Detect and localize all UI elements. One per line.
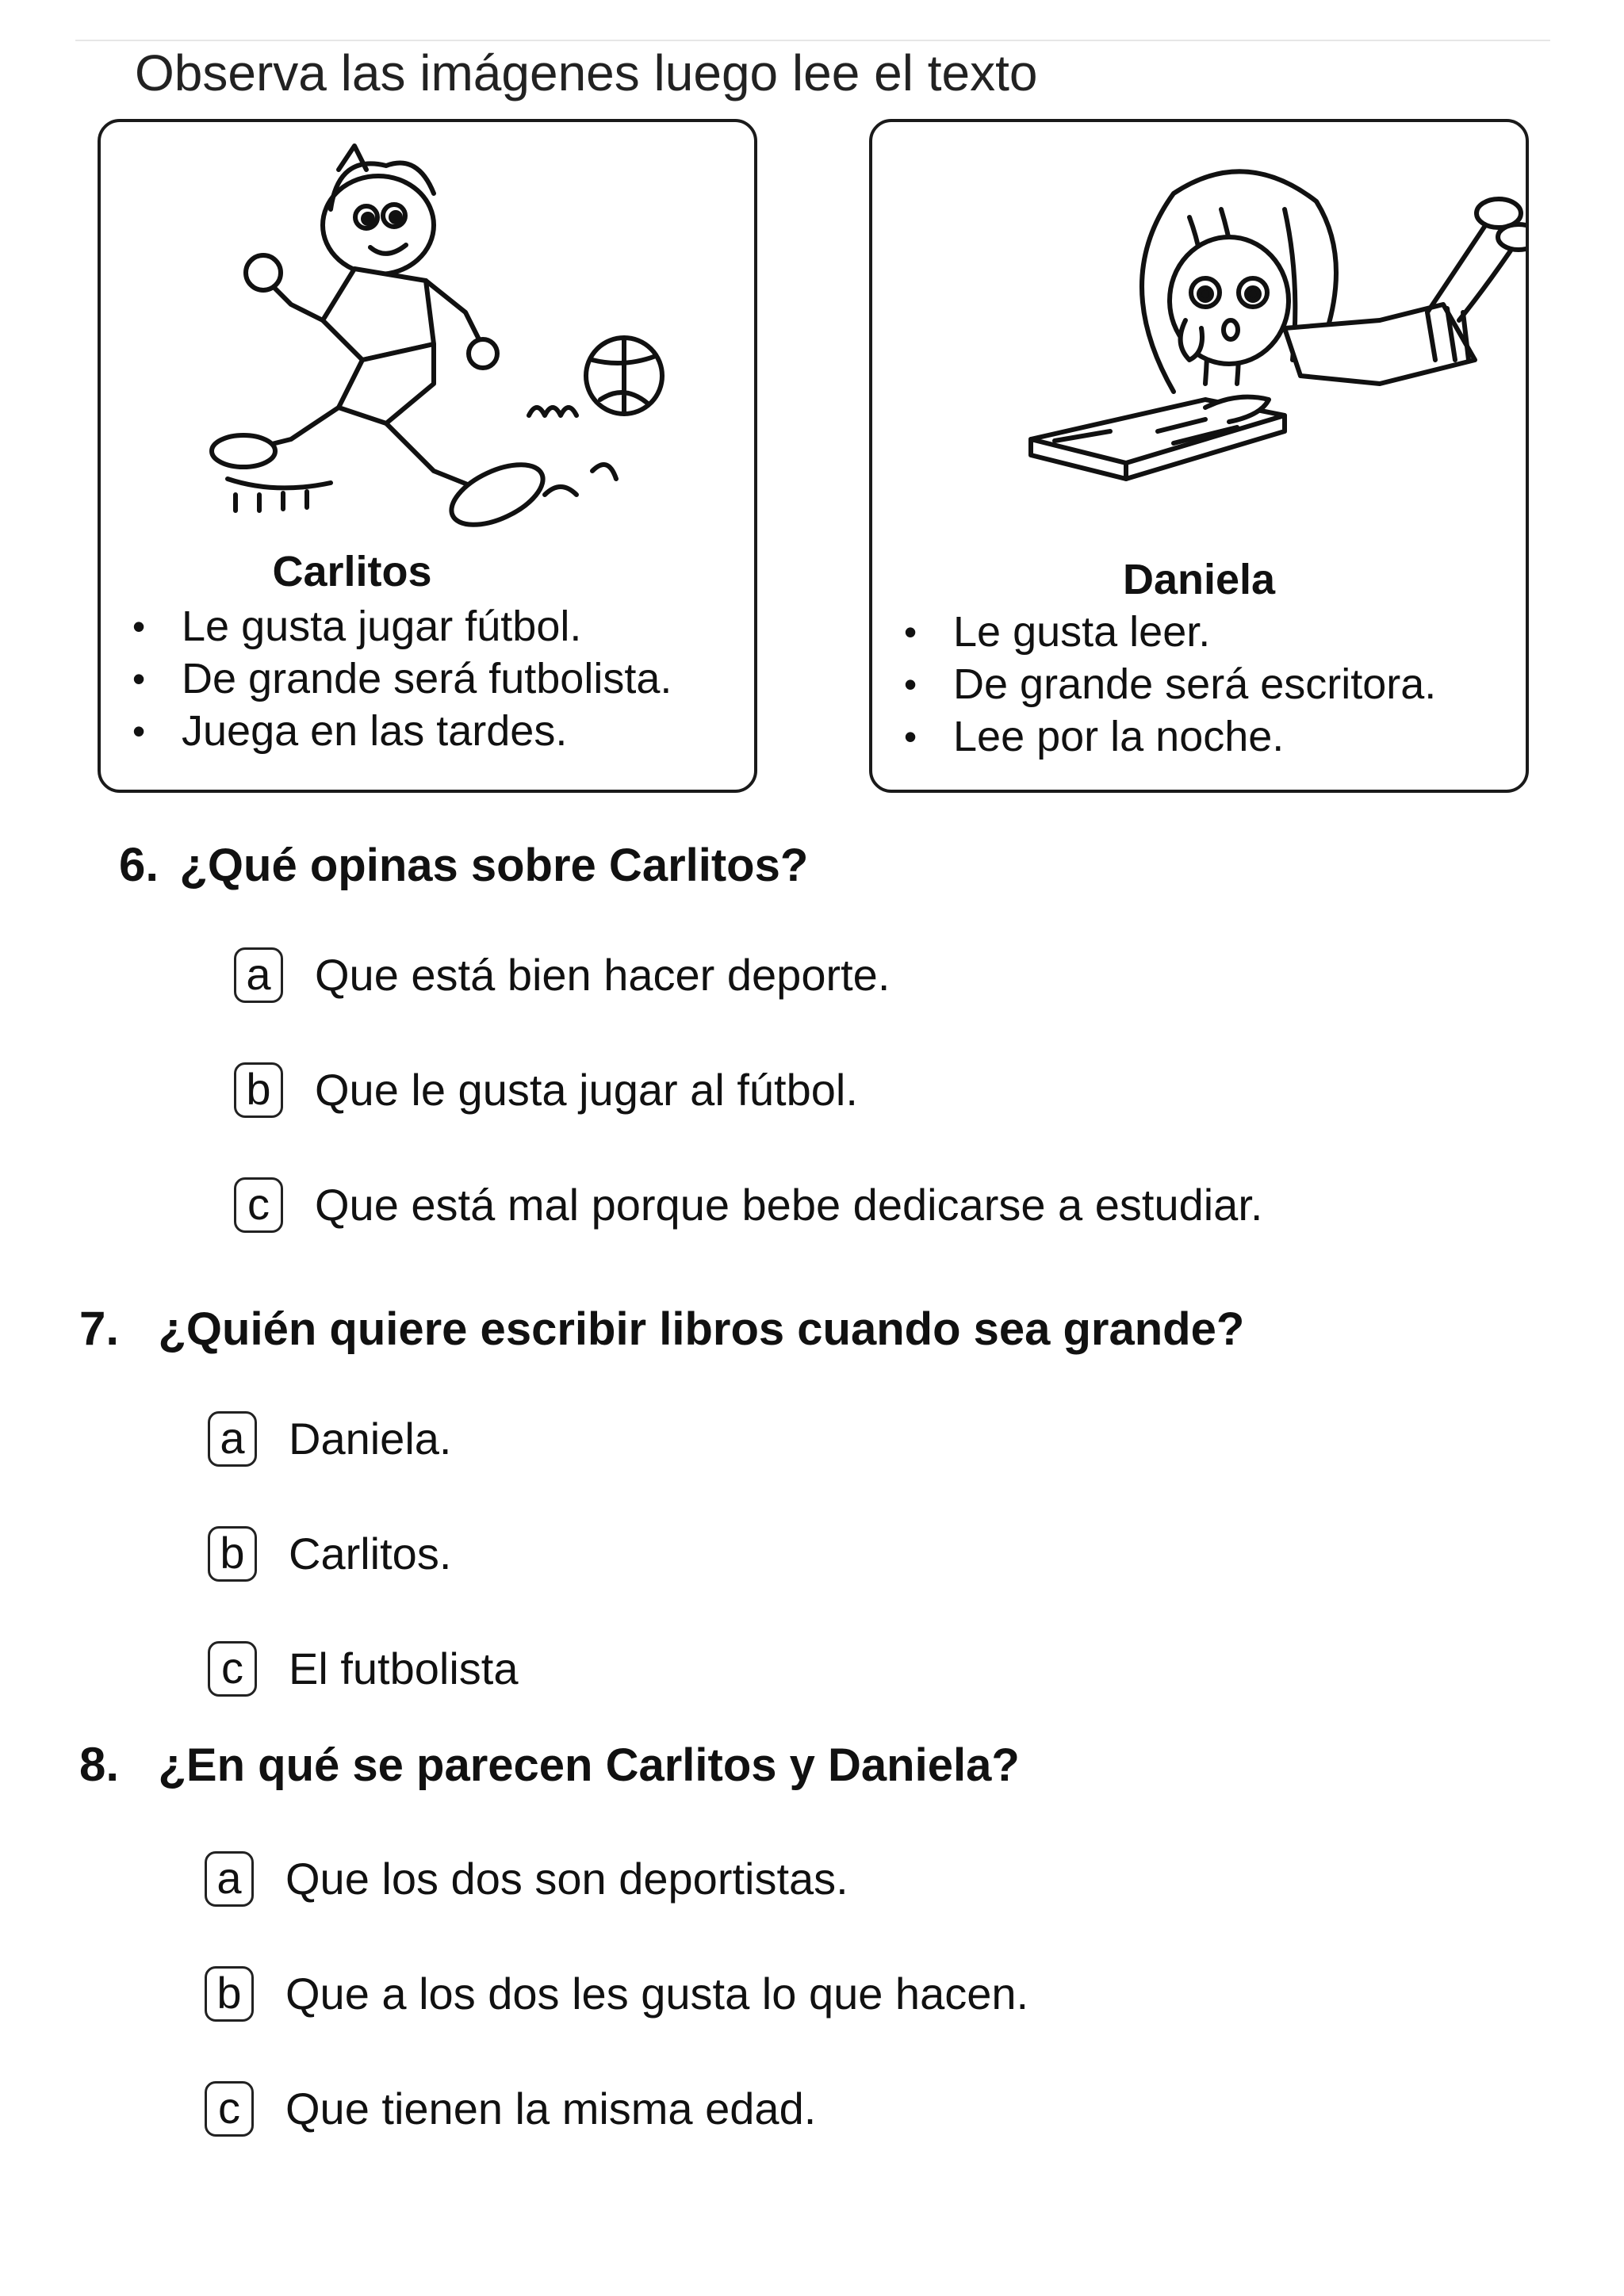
option-letter: b xyxy=(205,1966,254,2022)
option-text: Daniela. xyxy=(289,1414,452,1464)
question-text: ¿Quién quiere escribir libros cuando sea grande? xyxy=(158,1303,1245,1355)
question-6 xyxy=(119,836,808,894)
list-item: • Le gusta jugar fútbol. xyxy=(132,600,672,652)
question-text: ¿En qué se parecen Carlitos y Daniela? xyxy=(158,1739,1020,1791)
option-text: El futbolista xyxy=(289,1644,519,1694)
option-text: Que le gusta jugar al fútbol. xyxy=(315,1065,858,1115)
list-item: • De grande será escritora. xyxy=(904,658,1436,710)
option-text: Que está mal porque bebe dedicarse a estudiar. xyxy=(315,1180,1263,1230)
option-letter: c xyxy=(205,2081,254,2137)
question-8 xyxy=(79,1736,1020,1793)
option-text: Que está bien hacer deporte. xyxy=(315,950,891,1001)
instruction-heading: Observa las imágenes luego lee el texto xyxy=(135,44,1038,101)
card-name: Daniela xyxy=(1122,556,1276,603)
option-7c[interactable] xyxy=(208,1641,519,1697)
question-text: ¿Qué opinas sobre Carlitos? xyxy=(179,840,809,891)
question-7 xyxy=(79,1300,1244,1357)
boy-playing-soccer-illustration xyxy=(101,122,754,566)
option-7b[interactable] xyxy=(208,1526,451,1582)
list-item: • Le gusta leer. xyxy=(904,606,1436,658)
option-letter: c xyxy=(234,1177,283,1233)
option-text: Que los dos son deportistas. xyxy=(285,1854,848,1904)
girl-reading-book-illustration xyxy=(872,122,1526,566)
option-letter: a xyxy=(234,947,283,1003)
option-letter: b xyxy=(208,1526,257,1582)
facts-list xyxy=(132,600,672,757)
option-letter: a xyxy=(205,1851,254,1907)
carlitos-card xyxy=(98,119,757,793)
top-divider xyxy=(75,40,1550,41)
question-number: 7. xyxy=(79,1302,120,1355)
option-letter: c xyxy=(208,1641,257,1697)
list-item: • Juega en las tardes. xyxy=(132,705,672,757)
option-7a[interactable] xyxy=(208,1411,451,1467)
option-8c[interactable] xyxy=(205,2081,816,2137)
facts-list xyxy=(904,606,1436,763)
option-6a[interactable] xyxy=(234,947,890,1003)
option-6b[interactable] xyxy=(234,1062,858,1118)
option-text: Que tienen la misma edad. xyxy=(285,2084,817,2134)
option-letter: a xyxy=(208,1411,257,1467)
question-number: 6. xyxy=(119,838,159,891)
option-text: Que a los dos les gusta lo que hacen. xyxy=(285,1969,1029,2019)
option-text: Carlitos. xyxy=(289,1529,452,1579)
option-letter: b xyxy=(234,1062,283,1118)
option-8a[interactable] xyxy=(205,1851,848,1907)
option-8b[interactable] xyxy=(205,1966,1028,2022)
card-name: Carlitos xyxy=(272,548,432,595)
daniela-card xyxy=(869,119,1529,793)
list-item: • De grande será futbolista. xyxy=(132,652,672,705)
question-number: 8. xyxy=(79,1738,120,1791)
list-item: • Lee por la noche. xyxy=(904,710,1436,763)
option-6c[interactable] xyxy=(234,1177,1262,1233)
